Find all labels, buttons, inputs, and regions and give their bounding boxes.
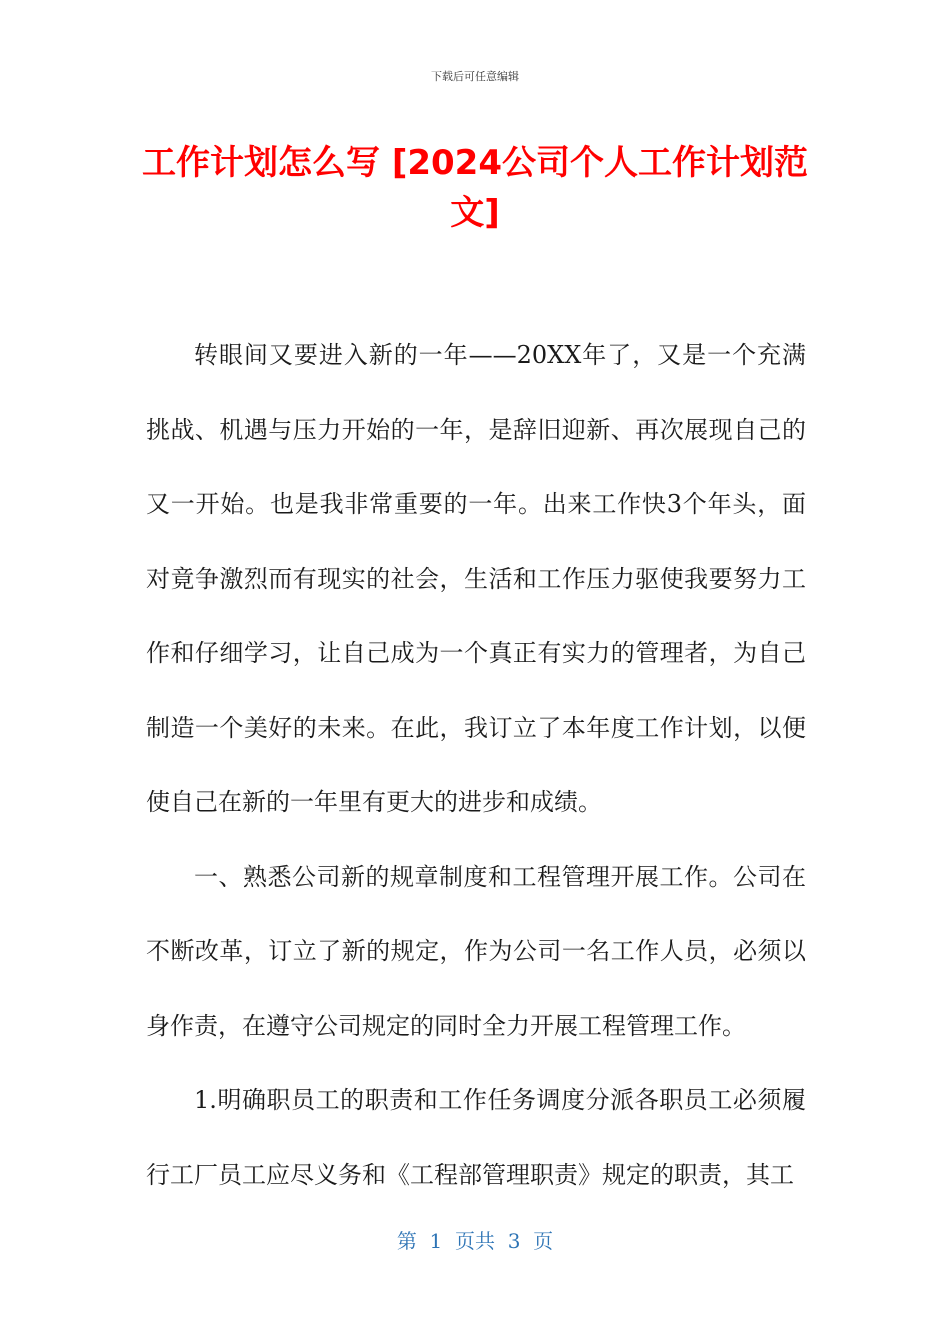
document-body (146, 318, 806, 1212)
page-footer: 第 1 页共 3 页 (396, 1229, 554, 1253)
paragraph-section-1: 一、熟悉公司新的规章制度和工程管理开展工作。公司在不断改革，订立了新的规定，作为公司一名工作人员，必须以身作责，在遵守公司规定的同时全力开展工程管理工作。 (146, 862, 806, 1040)
paragraph-item-1: 1.明确职员工的职责和工作任务调度分派各职员工必须履行工厂员工应尽义务和《工程部管理职责》规定的职责，其工 (146, 1086, 806, 1189)
header-note: 下载后可任意编辑 (431, 70, 519, 83)
document-title: 工作计划怎么写 [2024公司个人工作计划范文] (141, 143, 808, 233)
paragraph-intro: 转眼间又要进入新的一年——20XX年了，又是一个充满挑战、机遇与压力开始的一年，是辞旧迎新、再次展现自己的又一开始。也是我非常重要的一年。出来工作快3个年头，面对竟争激烈而有现实的社会，生活和工作压力驱使我要努力工作和仔细学习，让自己成为一个真正有实力的管理者，为自己制造一个美好的未来。在此，我订立了本年度工作计划，以便使自己在新的一年里有更大的进步和成绩。 (146, 341, 806, 816)
